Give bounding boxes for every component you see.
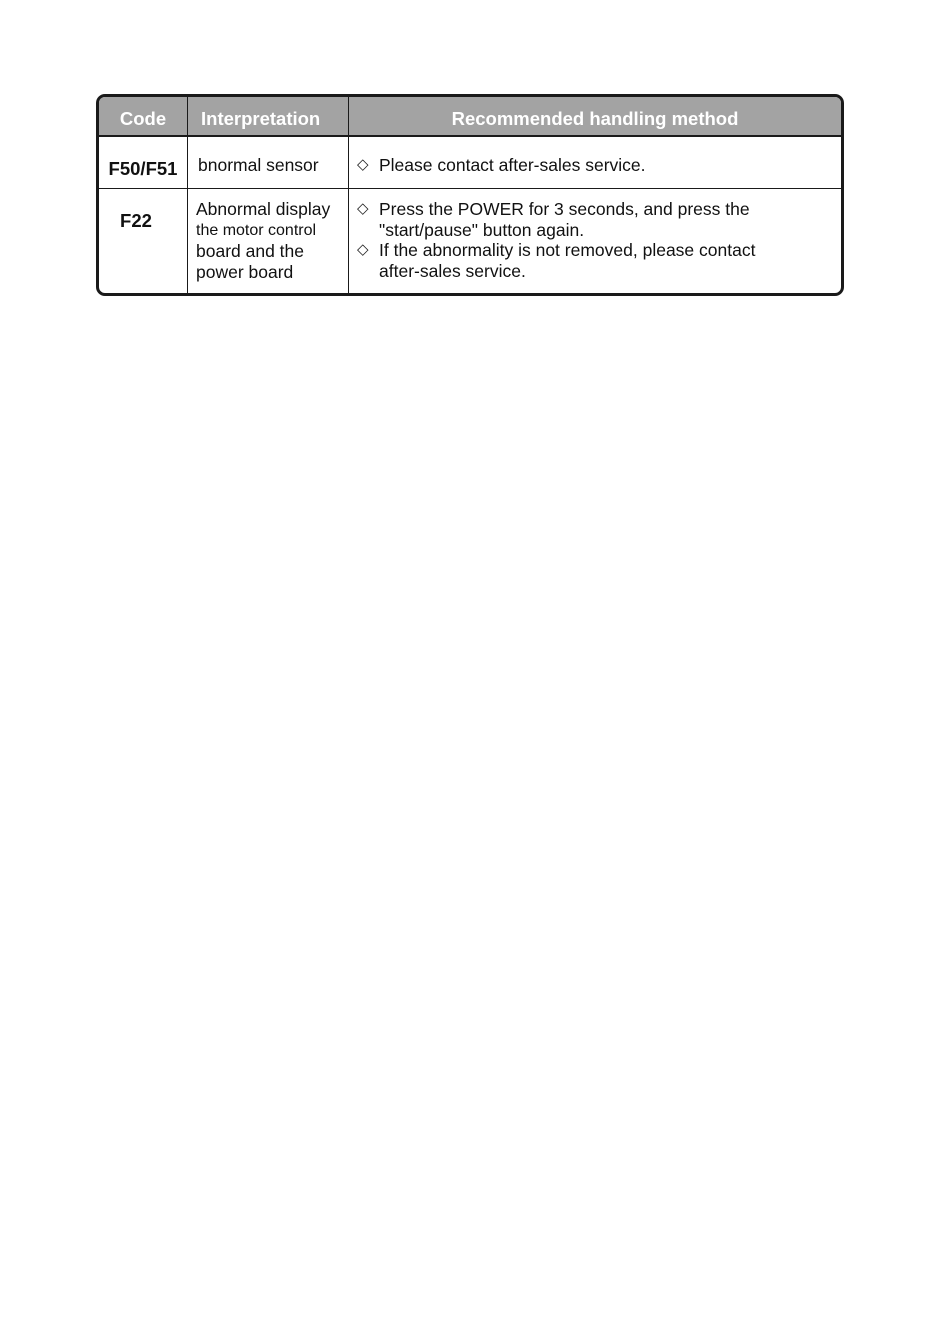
code-cell — [99, 189, 188, 293]
method-cell — [349, 137, 841, 188]
error-code: F50/F51 — [108, 158, 178, 179]
diamond-bullet-icon: ◇ — [357, 156, 369, 173]
diamond-bullet-icon: ◇ — [357, 241, 369, 258]
interpretation-line: Abnormal display — [196, 199, 331, 219]
header-code: Code — [99, 97, 188, 135]
method-text: Press the POWER for 3 seconds, and press the — [379, 199, 750, 219]
method-text: after-sales service. — [379, 260, 526, 281]
interpretation-cell — [188, 189, 349, 293]
code-cell — [99, 137, 188, 188]
diamond-bullet-icon: ◇ — [357, 200, 369, 217]
error-code: F22 — [120, 210, 152, 231]
table-row — [99, 137, 841, 189]
header-method: Recommended handling method — [451, 107, 739, 129]
header-interpretation: Interpretation — [188, 97, 349, 135]
method-cell — [349, 189, 841, 293]
table-header-row — [99, 97, 841, 137]
method-text: Please contact after-sales service. — [379, 155, 646, 175]
error-code-table — [96, 94, 844, 296]
method-item — [357, 240, 755, 281]
method-item — [357, 199, 750, 240]
interpretation-text — [196, 199, 330, 283]
interpretation-cell — [188, 137, 349, 188]
method-text: If the abnormality is not removed, please contact — [379, 240, 756, 260]
table-row — [99, 189, 841, 293]
interpretation-line: the motor control — [196, 222, 317, 239]
interpretation-line: power board — [196, 262, 294, 282]
method-item — [357, 155, 646, 176]
interpretation-line: board and the — [196, 241, 305, 261]
method-text: "start/pause" button again. — [379, 219, 585, 240]
interpretation-text: bnormal sensor — [198, 155, 319, 175]
